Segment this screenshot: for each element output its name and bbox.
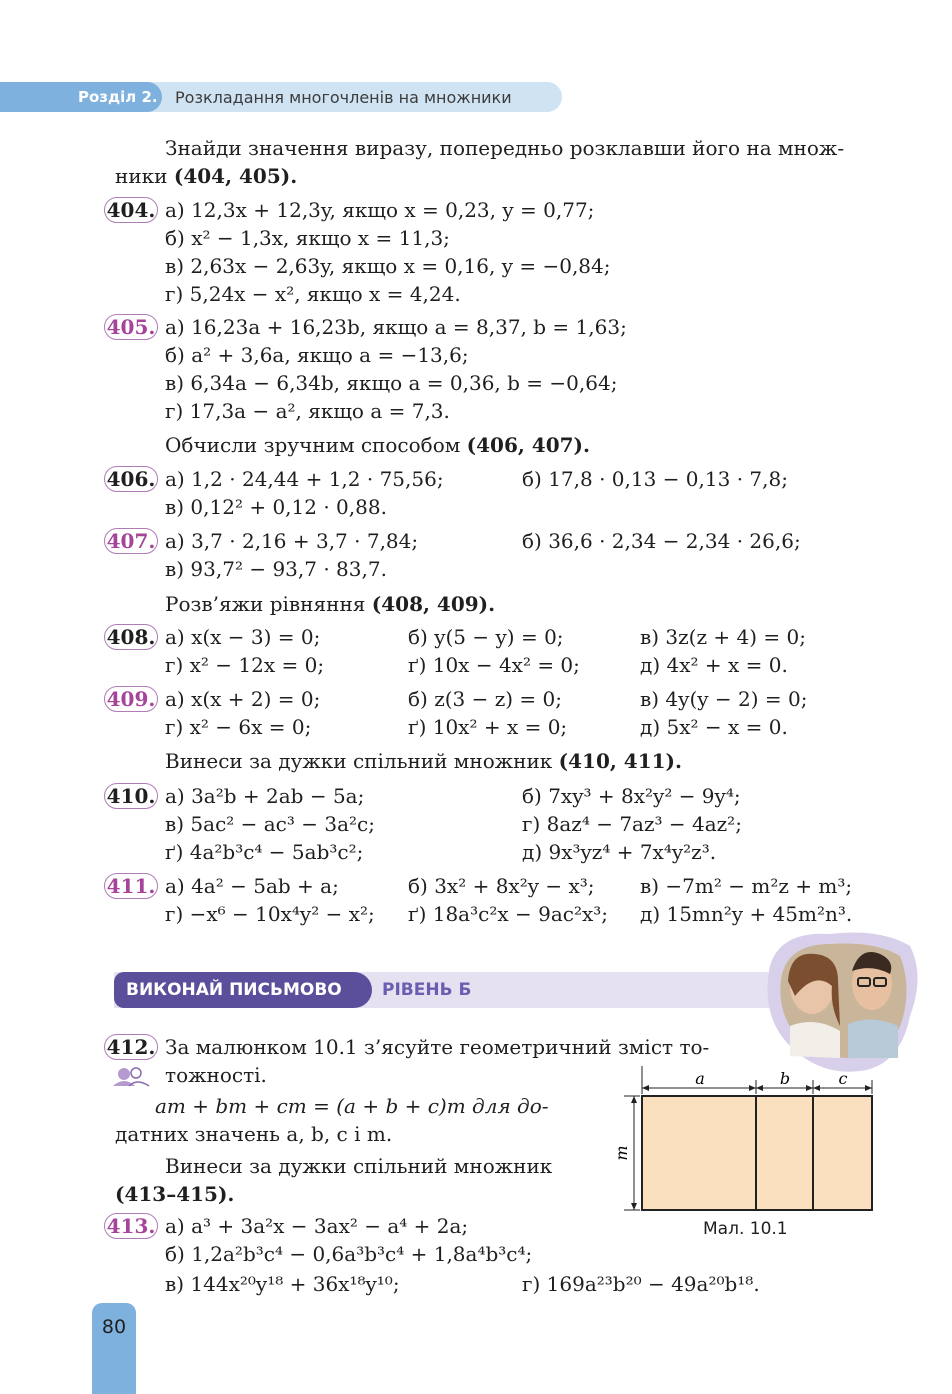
section-banner-level: РІВЕНЬ Б — [382, 980, 472, 1000]
exercise-item: ґ) 18a³c²x − 9ac²x³; — [408, 902, 608, 926]
exercise-text: датних значень a, b, c і m. — [115, 1122, 393, 1146]
exercise-item: в) 5ac² − ac³ − 3a²c; — [165, 812, 375, 836]
exercise-number: 412. — [104, 1034, 158, 1060]
exercise-item: б) 36,6 · 2,34 − 2,34 · 26,6; — [522, 529, 801, 553]
exercise-item: г) 5,24x − x², якщо x = 4,24. — [165, 282, 461, 306]
exercise-item: в) 2,63x − 2,63y, якщо x = 0,16, y = −0,84; — [165, 254, 611, 278]
exercise-number: 408. — [104, 624, 158, 650]
exercise-item: ґ) 4a²b³c⁴ − 5ab³c²; — [165, 840, 364, 864]
page-number: 80 — [101, 1316, 127, 1338]
instruction-ref: (413–415). — [115, 1182, 235, 1206]
exercise-item: б) x² − 1,3x, якщо x = 11,3; — [165, 226, 450, 250]
exercise-item: а) x(x + 2) = 0; — [165, 687, 321, 711]
exercise-item: б) a² + 3,6a, якщо a = −13,6; — [165, 343, 469, 367]
instruction-text: Винеси за дужки спільний множник — [165, 1154, 553, 1178]
exercise-text: тожності. — [165, 1063, 267, 1087]
exercise-item: г) −x⁶ − 10x⁴y² − x²; — [165, 902, 375, 926]
exercise-item: в) 4y(y − 2) = 0; — [640, 687, 808, 711]
exercise-item: б) y(5 − y) = 0; — [408, 625, 564, 649]
exercise-item: д) 4x² + x = 0. — [640, 653, 788, 677]
exercise-item: г) 8az⁴ − 7az³ − 4az²; — [522, 812, 742, 836]
exercise-number: 410. — [104, 783, 158, 809]
exercise-item: а) 3a²b + 2ab − 5a; — [165, 784, 365, 808]
exercise-item: б) z(3 − z) = 0; — [408, 687, 563, 711]
exercise-text: За малюнком 10.1 з’ясуйте геометричний зміст то- — [165, 1035, 710, 1059]
instruction-text: Винеси за дужки спільний множник (410, 411). — [165, 749, 682, 773]
exercise-number: 407. — [104, 528, 158, 554]
exercise-item: а) x(x − 3) = 0; — [165, 625, 321, 649]
label-b: b — [779, 1069, 791, 1088]
exercise-number: 406. — [104, 466, 158, 492]
exercise-item: г) x² − 12x = 0; — [165, 653, 325, 677]
exercise-item: а) 3,7 · 2,16 + 3,7 · 7,84; — [165, 529, 419, 553]
instruction-text: Обчисли зручним способом (406, 407). — [165, 433, 590, 457]
instruction-text: Розв’яжи рівняння (408, 409). — [165, 592, 496, 616]
exercise-item: ґ) 10x² + x = 0; — [408, 715, 568, 739]
section-banner-title: ВИКОНАЙ ПИСЬМОВО — [126, 980, 342, 1000]
exercise-item: д) 15mn²y + 45m²n³. — [640, 902, 853, 926]
exercise-item: б) 1,2a²b³c⁴ − 0,6a³b³c⁴ + 1,8a⁴b³c⁴; — [165, 1242, 533, 1266]
exercise-item: а) 16,23a + 16,23b, якщо a = 8,37, b = 1,63; — [165, 315, 627, 339]
exercise-item: а) 1,2 · 24,44 + 1,2 · 75,56; — [165, 467, 444, 491]
exercise-item: а) 4a² − 5ab + a; — [165, 874, 339, 898]
exercise-item: д) 5x² − x = 0. — [640, 715, 788, 739]
identity-formula: am + bm + cm = (a + b + c)m для до- — [155, 1094, 549, 1118]
instruction-text-cont: ники (404, 405). — [115, 164, 298, 188]
exercise-number: 413. — [104, 1213, 158, 1239]
exercise-item: а) 12,3x + 12,3y, якщо x = 0,23, y = 0,77; — [165, 198, 595, 222]
label-a: a — [695, 1069, 705, 1088]
label-c: c — [838, 1069, 848, 1088]
exercise-number: 409. — [104, 686, 158, 712]
exercise-item: в) −7m² − m²z + m³; — [640, 874, 853, 898]
chapter-title: Розкладання многочленів на множники — [175, 88, 512, 107]
instruction-text: Знайди значення виразу, попередньо розклавши його на множ- — [165, 136, 845, 160]
exercise-item: б) 17,8 · 0,13 − 0,13 · 7,8; — [522, 467, 788, 491]
exercise-item: в) 93,7² − 93,7 · 83,7. — [165, 557, 387, 581]
label-m: m — [612, 1145, 631, 1161]
exercise-item: в) 0,12² + 0,12 · 0,88. — [165, 495, 387, 519]
exercise-number: 405. — [104, 314, 158, 340]
exercise-item: в) 144x²⁰y¹⁸ + 36x¹⁸y¹⁰; — [165, 1272, 400, 1296]
chapter-label: Розділ 2. — [78, 88, 158, 106]
exercise-item: в) 3z(z + 4) = 0; — [640, 625, 806, 649]
exercise-item: б) 3x² + 8x²y − x³; — [408, 874, 595, 898]
exercise-item: г) 169a²³b²⁰ − 49a²⁰b¹⁸. — [522, 1272, 760, 1296]
exercise-item: ґ) 10x − 4x² = 0; — [408, 653, 580, 677]
exercise-item: д) 9x³yz⁴ + 7x⁴y²z³. — [522, 840, 717, 864]
exercise-item: в) 6,34a − 6,34b, якщо a = 0,36, b = −0,64; — [165, 371, 618, 395]
exercise-number: 411. — [104, 873, 158, 899]
group-work-icon — [111, 1066, 151, 1088]
students-photo — [760, 926, 922, 1076]
exercise-item: а) a³ + 3a²x − 3ax² − a⁴ + 2a; — [165, 1214, 469, 1238]
figure-caption: Мал. 10.1 — [703, 1219, 788, 1239]
exercise-item: б) 7xy³ + 8x²y² − 9y⁴; — [522, 784, 741, 808]
exercise-item: г) 17,3a − a², якщо a = 7,3. — [165, 399, 450, 423]
exercise-item: г) x² − 6x = 0; — [165, 715, 312, 739]
exercise-number: 404. — [104, 197, 158, 223]
